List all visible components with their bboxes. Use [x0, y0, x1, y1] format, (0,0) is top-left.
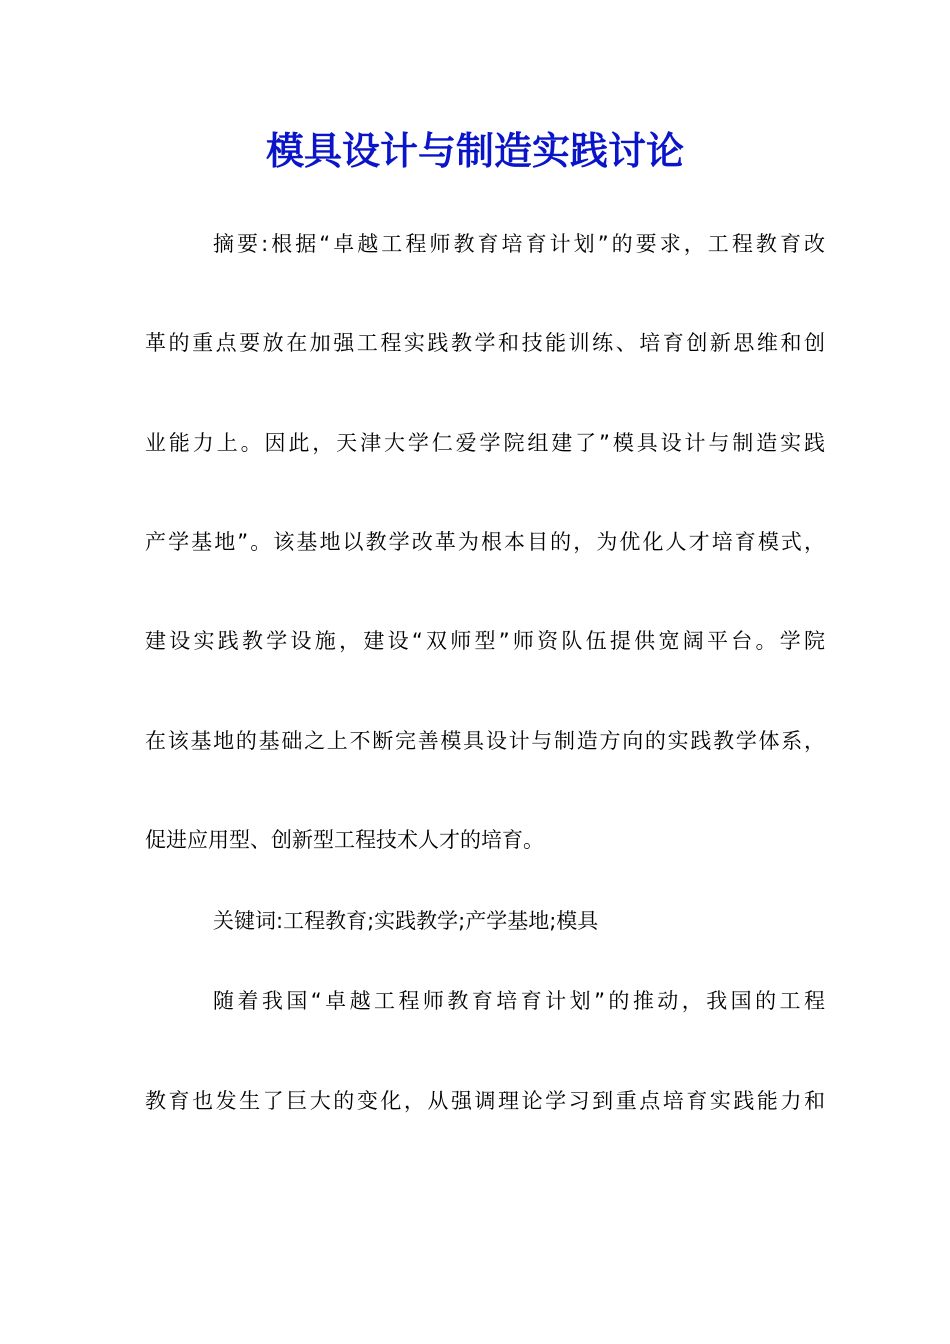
keywords-line: 关键词:工程教育;实践教学;产学基地;模具	[213, 909, 599, 933]
abstract-line-1: 摘要:根据“卓越工程师教育培育计划”的要求，工程教育改	[213, 232, 825, 256]
abstract-line-6: 在该基地的基础之上不断完善模具设计与制造方向的实践教学体系，	[145, 729, 825, 753]
body-line-1: 随着我国“卓越工程师教育培育计划”的推动，我国的工程	[213, 989, 825, 1013]
abstract-line-4: 产学基地”。该基地以教学改革为根本目的，为优化人才培育模式，	[145, 530, 825, 554]
abstract-line-5: 建设实践教学设施，建设“双师型”师资队伍提供宽阔平台。学院	[145, 629, 825, 653]
abstract-line-3: 业能力上。因此，天津大学仁爱学院组建了”模具设计与制造实践	[145, 431, 825, 455]
document-title: 模具设计与制造实践讨论	[265, 128, 684, 173]
body-line-2: 教育也发生了巨大的变化，从强调理论学习到重点培育实践能力和	[145, 1089, 825, 1113]
abstract-line-2: 革的重点要放在加强工程实践教学和技能训练、培育创新思维和创	[145, 331, 825, 355]
abstract-line-7: 促进应用型、创新型工程技术人才的培育。	[145, 828, 544, 852]
